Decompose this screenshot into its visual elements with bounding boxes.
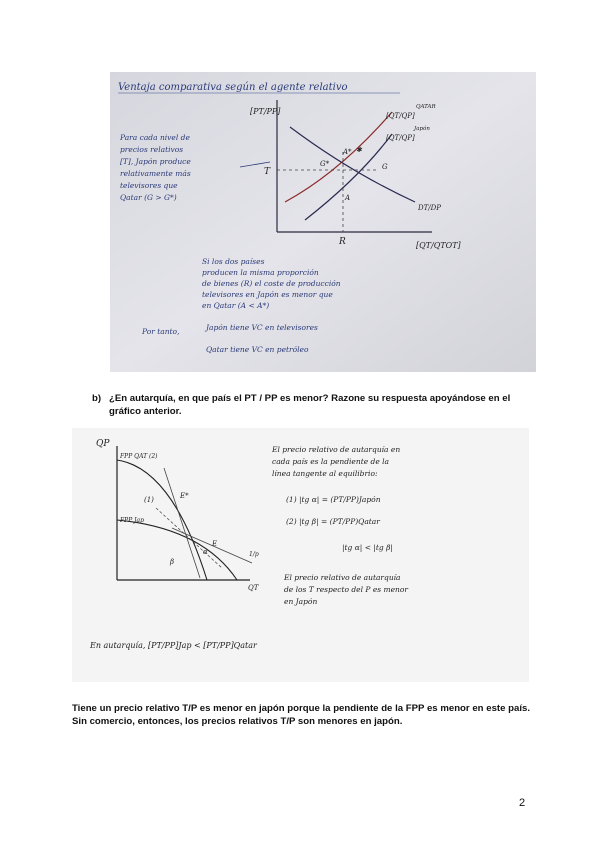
photo2-y-label: QP [96,439,110,449]
question-b [92,392,532,418]
equation-1: (1) |tg α| = (PT/PP)Japón [286,495,381,504]
svg-text:relativamente más: relativamente más [120,169,191,178]
photo1-x-label: [QT/QTOT] [416,241,461,250]
equation-2: (2) |tg β| = (PT/PP)Qatar [286,517,380,526]
equation-3: |tg α| < |tg β| [342,543,393,552]
svg-text:cada país es la pendiente de l: cada país es la pendiente de la [272,457,390,466]
svg-text:precios relativos: precios relativos [120,145,184,154]
handwritten-graph-photo-2 [72,428,529,682]
question-label: b) [92,393,102,404]
fpp-qatar-label: FPP QAT (2) [120,453,158,460]
one-over-p-label: 1/p [249,551,259,558]
e-label: E [212,540,218,548]
qatar-curve-tag: QATAR [416,104,436,110]
japan-curve-label: [QT/QP] [386,134,415,142]
svg-text:producen la misma proporción: producen la misma proporción [202,268,319,277]
photo2-x-label: QT [248,584,259,592]
svg-text:en Qatar (A < A*): en Qatar (A < A*) [202,301,270,310]
svg-text:de los T respecto del P es men: de los T respecto del P es menor [284,585,408,594]
answer-text: Tiene un precio relativo T/P es menor en japón porque la pendiente de la FPP es menor en este país. Sin comercio, entonces, los precios relativos T/P son menores en japón. [72,703,530,727]
svg-text:Japón tiene VC en televisores: Japón tiene VC en televisores [206,323,318,332]
photo1-y-label: [PT/PP] [250,107,281,116]
demand-label: DT/DP [418,204,441,212]
page-number: 2 [519,797,526,809]
svg-text:Para cada nivel de: Para cada nivel de [120,133,190,142]
svg-text:en Japón: en Japón [284,597,318,606]
g-star-label: G* [320,160,330,168]
a-star-label: A* [343,148,352,156]
svg-text:Qatar (G > G*): Qatar (G > G*) [120,193,177,202]
g-label: G [382,163,388,171]
a-label: A [345,194,351,202]
r-label: R [339,237,346,247]
t-mark: T [264,167,271,177]
beta-label: β [170,558,175,566]
photo1-title: Ventaja comparativa según el agente relativo [118,82,348,93]
svg-text:Si los dos países: Si los dos países [202,257,265,266]
japan-curve-tag: Japón [414,126,430,132]
region-1-label: (1) [144,496,154,504]
alpha-label: α [203,548,208,556]
handwritten-graph-photo-1 [110,72,536,372]
svg-text:televisores en Japón es menor: televisores en Japón es menor que [202,290,333,299]
fpp-japan-label: FPP Jap [120,517,144,524]
svg-text:El precio relativo de autarquí: El precio relativo de autarquía en [272,445,401,454]
svg-text:televisores que: televisores que [120,181,178,190]
svg-text:Por tanto,: Por tanto, [142,327,180,336]
svg-text:de bienes (R) el coste de prod: de bienes (R) el coste de producción [202,279,341,288]
svg-text:[T], Japón produce: [T], Japón produce [120,157,191,166]
svg-text:Qatar tiene VC en petróleo: Qatar tiene VC en petróleo [206,345,309,354]
e-star-label: E* [180,492,189,500]
question-text: ¿En autarquía, en que país el PT / PP es menor? Razone su respuesta apoyándose en el gráfico anterior. [109,393,511,417]
qatar-curve-label: [QT/QP] [386,112,415,120]
svg-text:línea tangente al equilibrio:: línea tangente al equilibrio: [272,469,378,478]
star-mark: ✱ [356,146,362,154]
photo2-conclusion: En autarquía, [PT/PP]Jap < [PT/PP]Qatar [90,641,257,650]
svg-text:El precio relativo de autarquí: El precio relativo de autarquía [284,573,401,582]
